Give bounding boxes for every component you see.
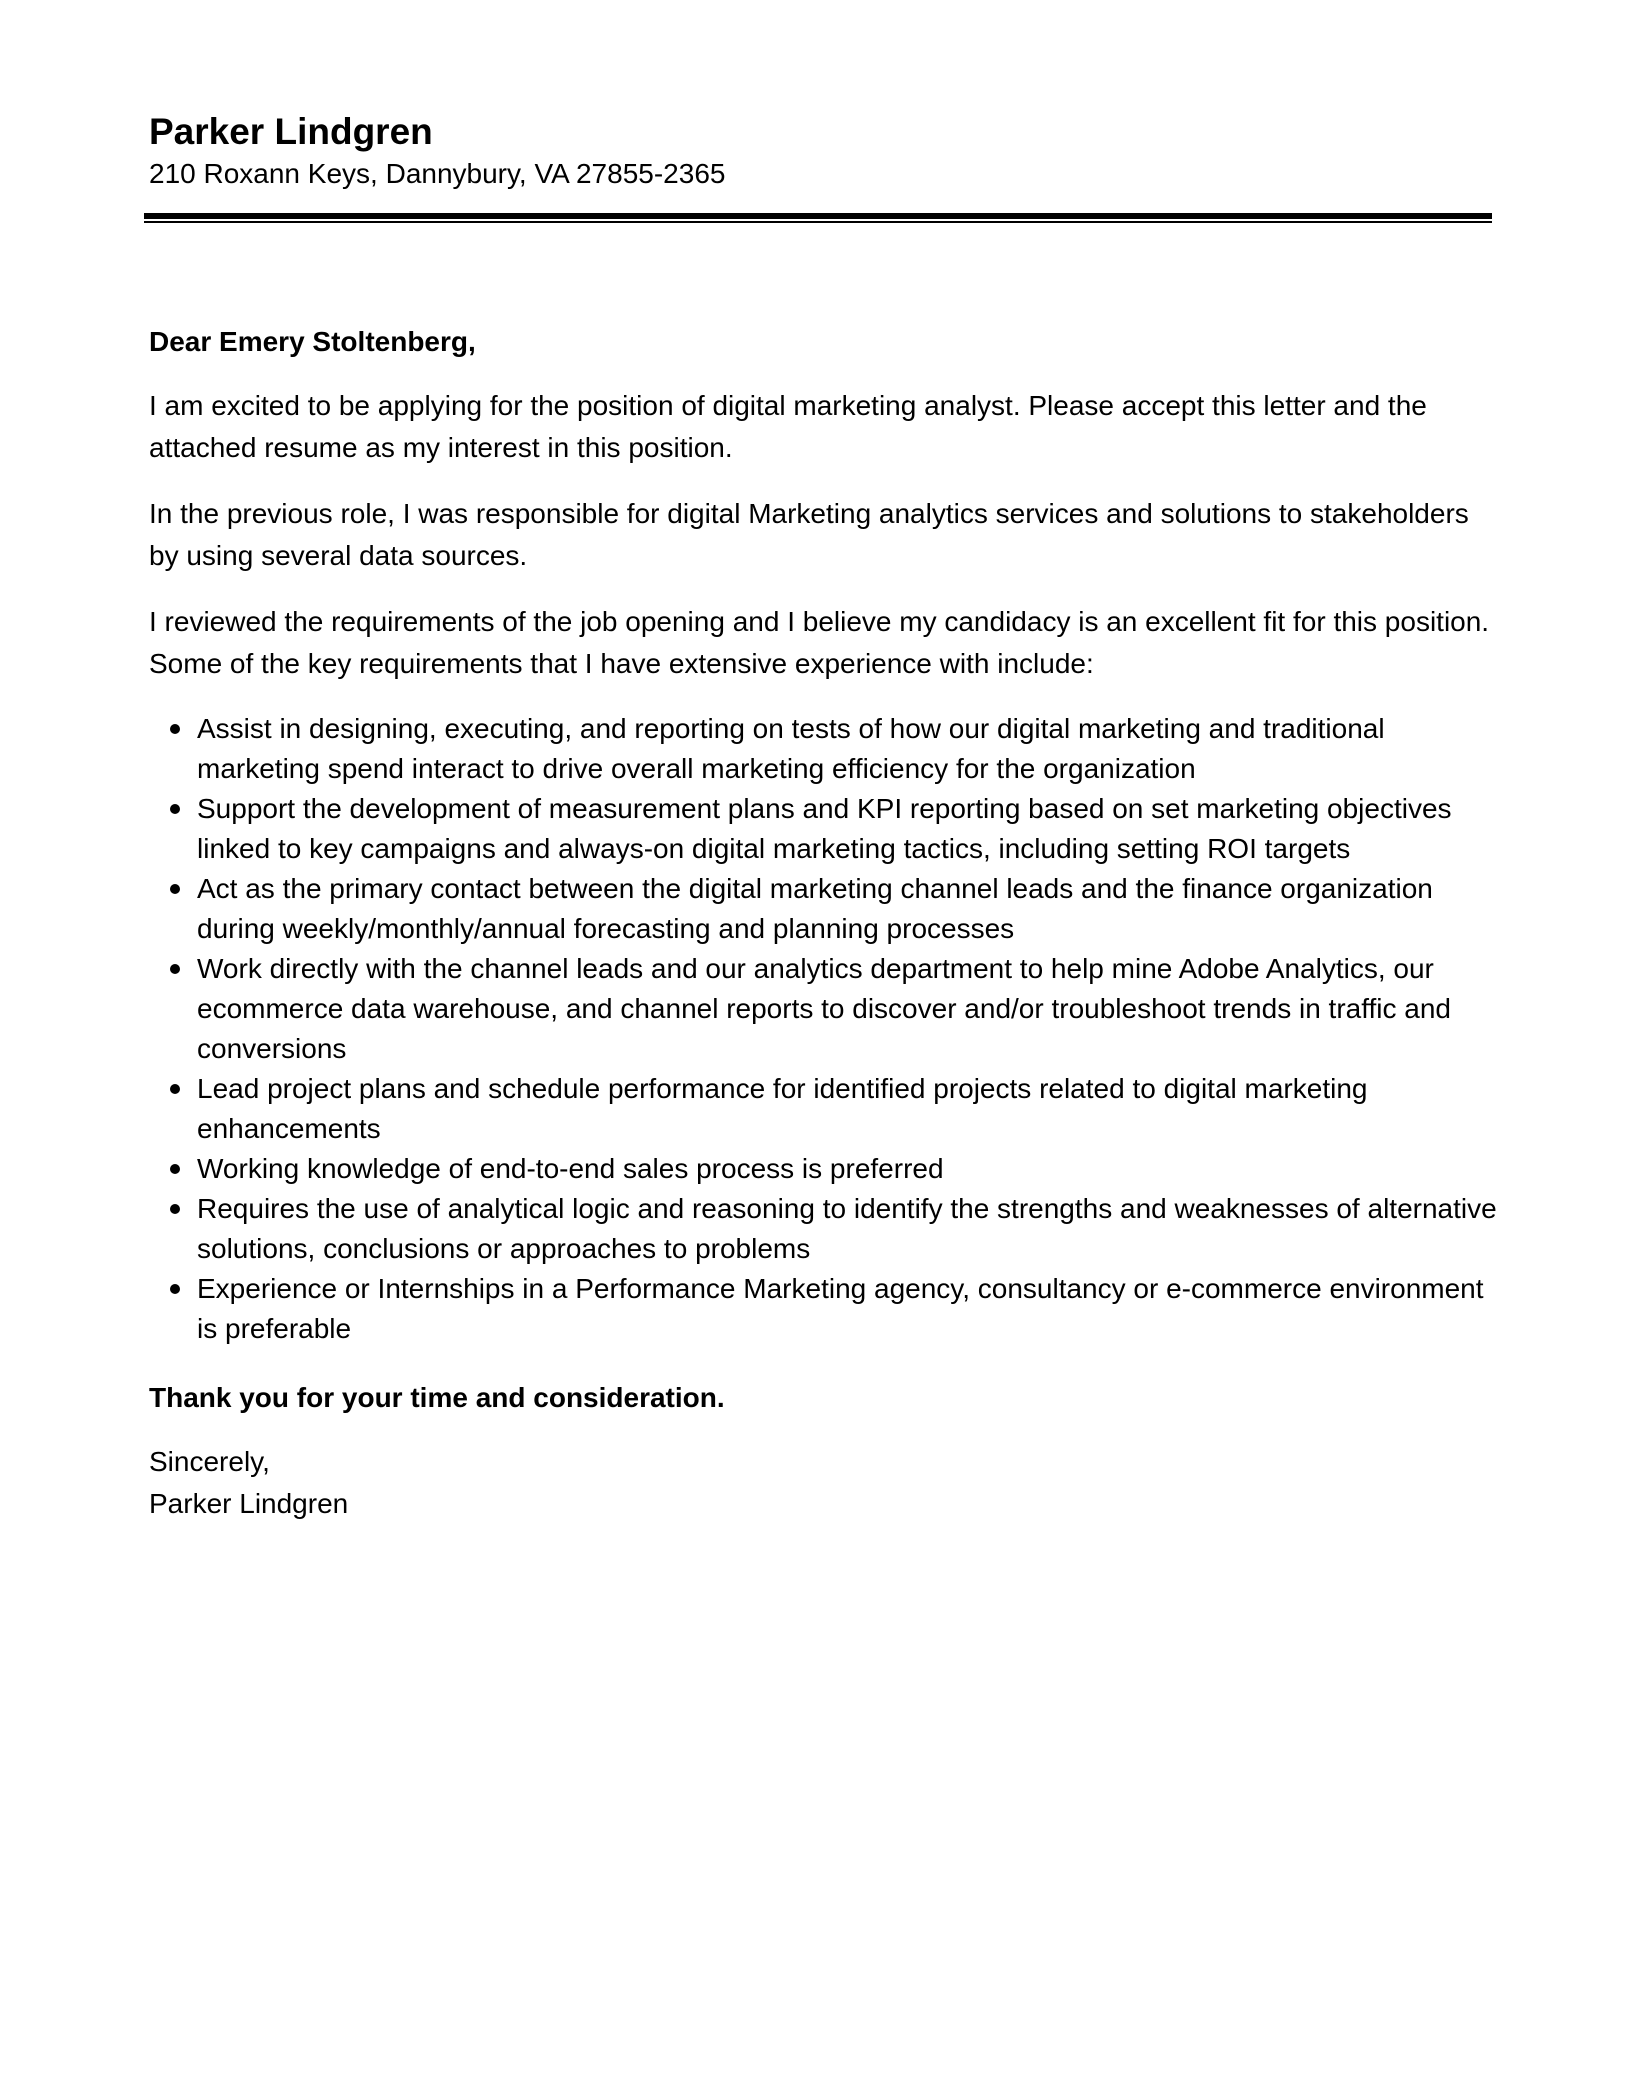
list-item-text: Working knowledge of end-to-end sales process is preferred [197,1153,944,1184]
sender-name: Parker Lindgren [149,111,433,152]
paragraph-intro: I am excited to be applying for the position of digital marketing analyst. Please accept this letter and the attached resume as my interest in this position. [149,390,1427,463]
header-divider-thin [144,221,1492,223]
header-divider-thick [144,213,1492,219]
salutation: Dear Emery Stoltenberg, [149,326,476,357]
list-item-text: Experience or Internships in a Performance Marketing agency, consultancy or e-commerce environment is preferable [197,1273,1484,1344]
bullet-icon [170,724,180,734]
bullet-icon [170,804,180,814]
thank-you-line: Thank you for your time and consideration. [149,1382,725,1413]
paragraph-previous-role: In the previous role, I was responsible for digital Marketing analytics services and solutions to stakeholders by using several data sources. [149,498,1469,571]
list-item [149,1189,1499,1269]
bullet-icon [170,1204,180,1214]
list-item [149,1069,1499,1149]
sender-address: 210 Roxann Keys, Dannybury, VA 27855-2365 [149,158,726,189]
paragraph-requirements-intro: I reviewed the requirements of the job opening and I believe my candidacy is an excellent fit for this position. Some of the key requirements that I have extensive experience with include: [149,606,1490,679]
closing: Sincerely, [149,1446,270,1477]
list-item-text: Support the development of measurement plans and KPI reporting based on set marketing objectives linked to key campaigns and always-on digital marketing tactics, including setting ROI targets [197,793,1452,864]
bullet-icon [170,1284,180,1294]
letter-header [149,108,1489,192]
list-item [149,949,1499,1069]
list-item-text: Act as the primary contact between the digital marketing channel leads and the finance organization during weekly/monthly/annual forecasting and planning processes [197,873,1433,944]
list-item-text: Assist in designing, executing, and reporting on tests of how our digital marketing and traditional marketing spend interact to drive overall marketing efficiency for the organization [197,713,1385,784]
list-item-text: Lead project plans and schedule performance for identified projects related to digital marketing enhancements [197,1073,1368,1144]
letter-body [149,321,1499,1525]
list-item-text: Requires the use of analytical logic and reasoning to identify the strengths and weaknesses of alternative solutions, conclusions or approaches to problems [197,1193,1497,1264]
bullet-icon [170,884,180,894]
list-item [149,869,1499,949]
list-item [149,709,1499,789]
bullet-icon [170,1164,180,1174]
list-item [149,1269,1499,1349]
list-item-text: Work directly with the channel leads and our analytics department to help mine Adobe Analytics, our ecommerce data warehouse, and channel reports to discover and/or troubleshoot trends in traffic and conversions [197,953,1451,1064]
list-item [149,789,1499,869]
signature-name: Parker Lindgren [149,1488,349,1519]
requirements-list [149,709,1499,1349]
bullet-icon [170,1084,180,1094]
list-item [149,1149,1499,1189]
bullet-icon [170,964,180,974]
